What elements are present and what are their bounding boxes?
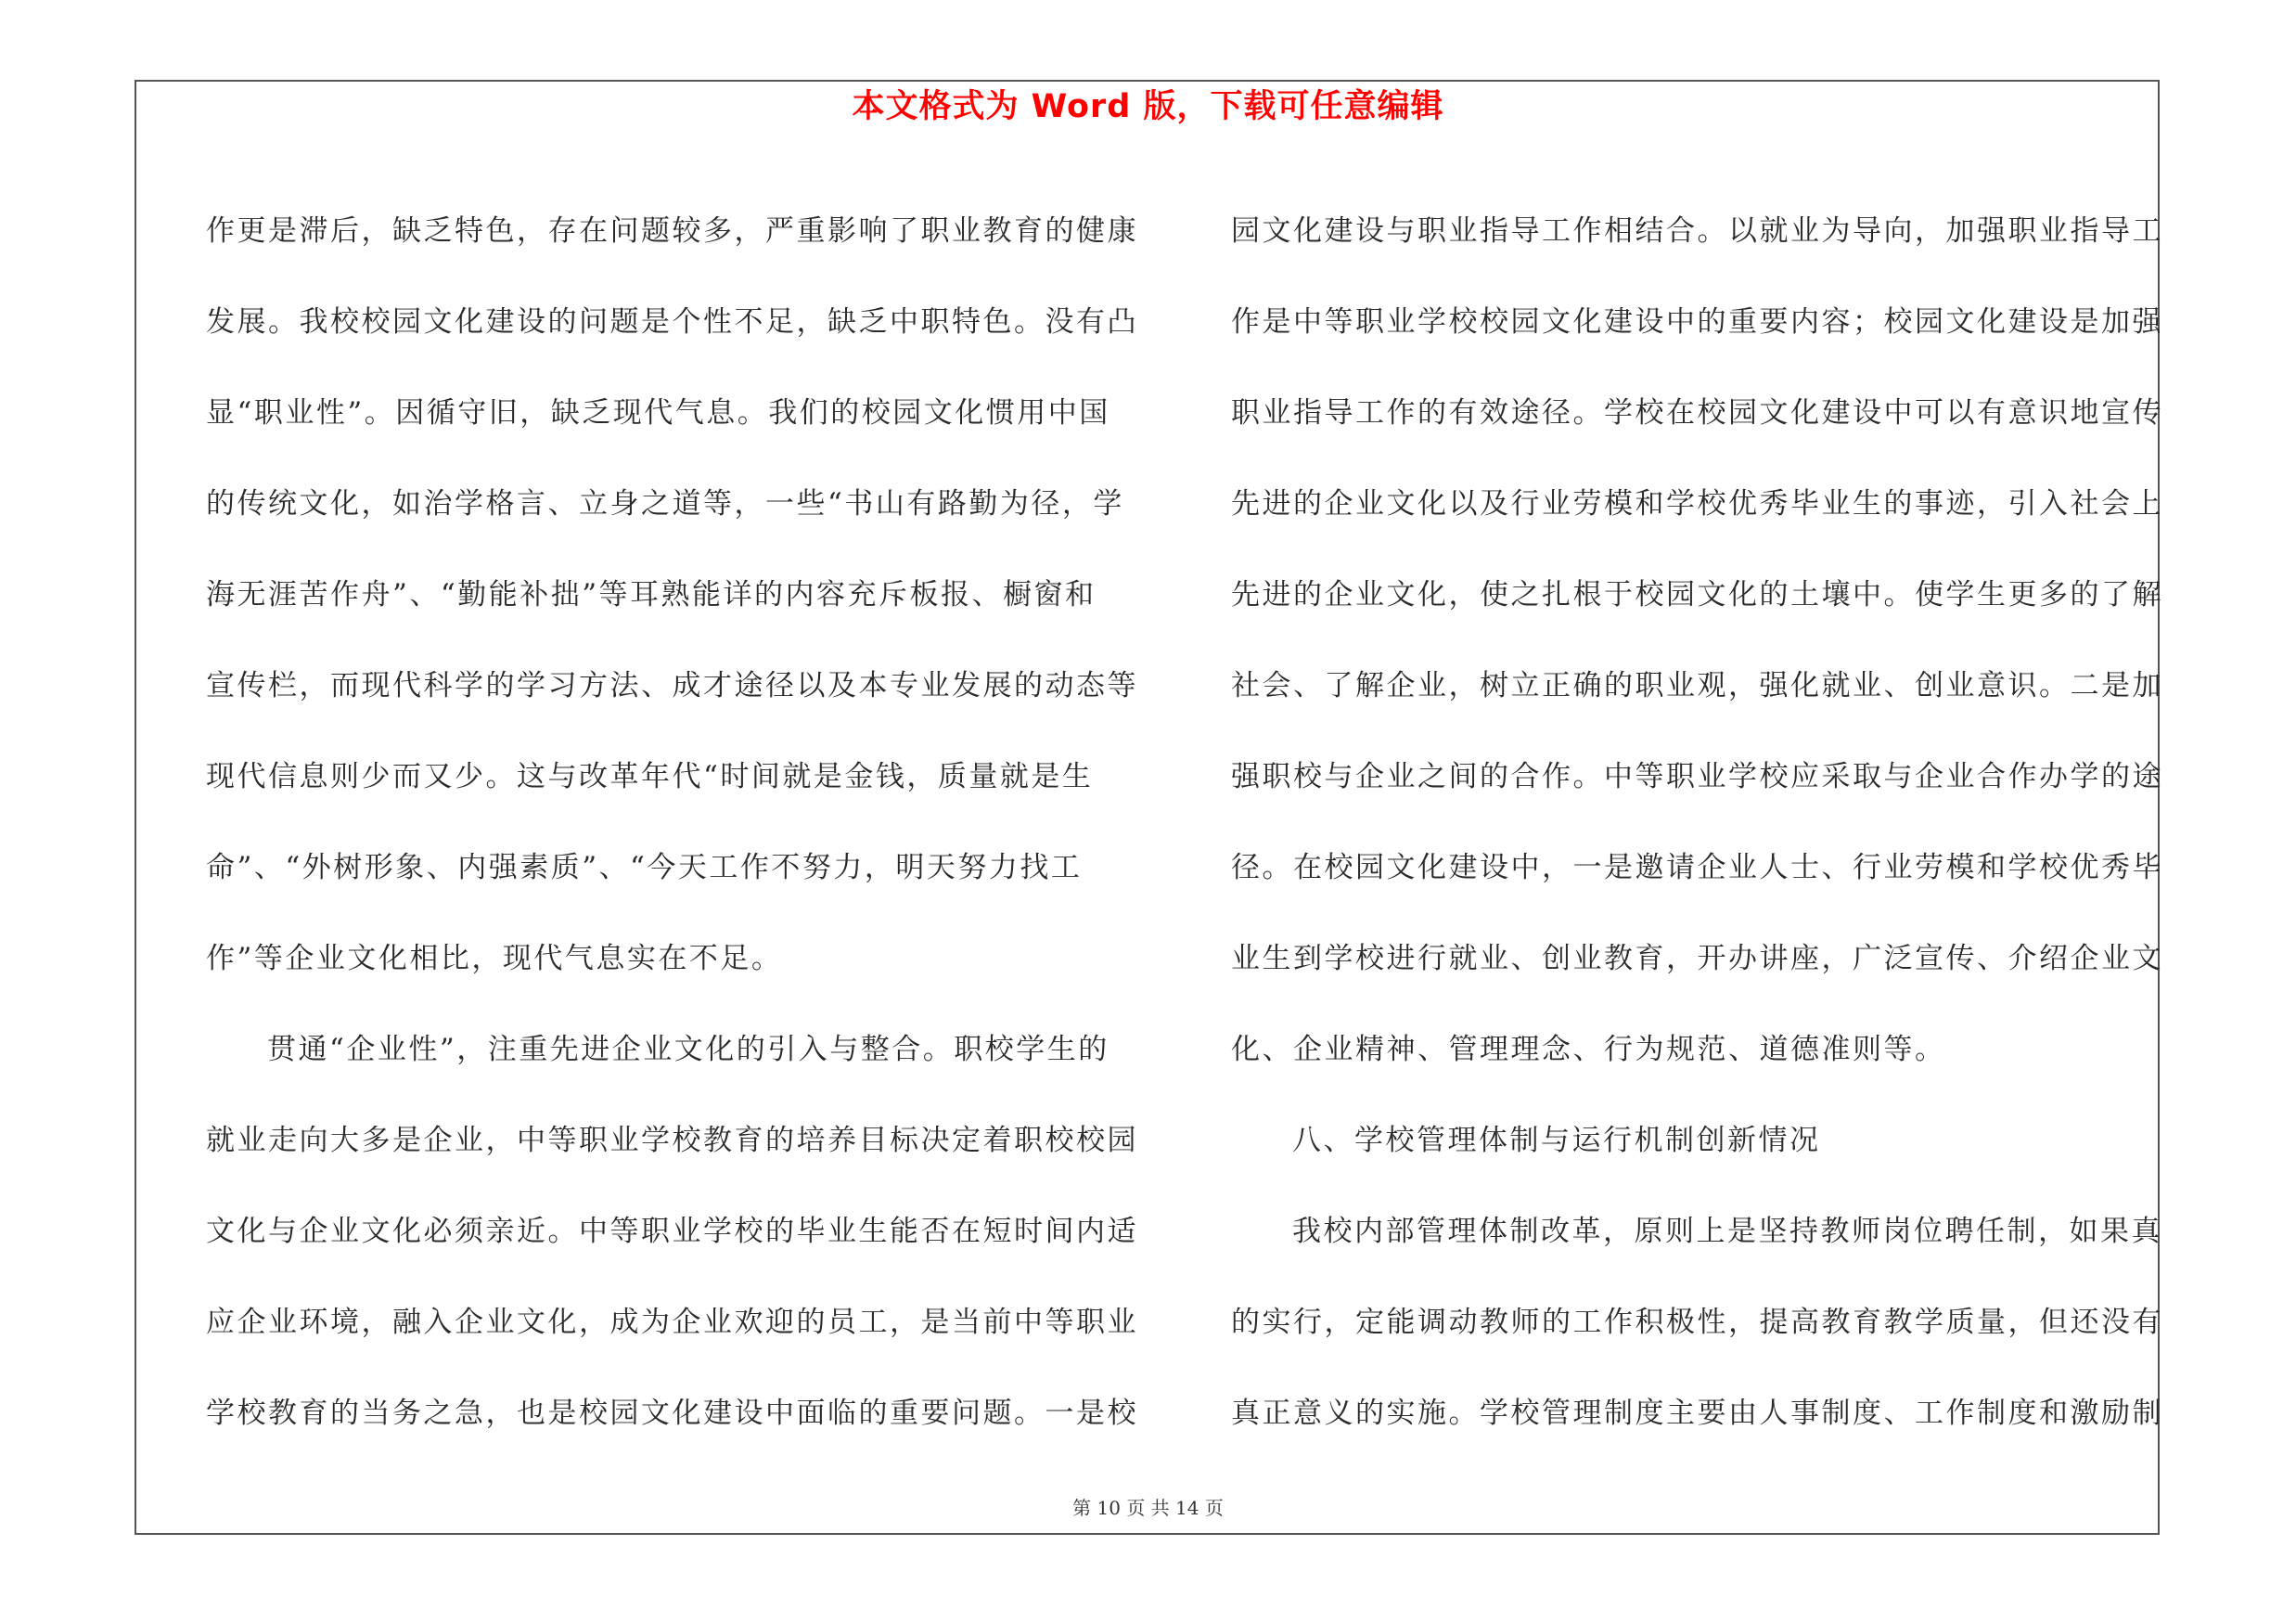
text-line: 应企业环境，融入企业文化，成为企业欢迎的员工，是当前中等职业 [206,1306,1138,1339]
text-line: 就业走向大多是企业，中等职业学校教育的培养目标决定着职校校园 [206,1124,1138,1157]
text-line: 作更是滞后，缺乏特色，存在问题较多，严重影响了职业教育的健康 [206,214,1138,248]
format-banner: 本文格式为 Word 版，下载可任意编辑 [852,88,1444,125]
text-line: 的实行，定能调动教师的工作积极性，提高教育教学质量，但还没有 [1231,1306,2163,1339]
text-line: 社会、了解企业，树立正确的职业观，强化就业、创业意识。二是加 [1231,669,2163,702]
text-line: 作是中等职业学校校园文化建设中的重要内容；校园文化建设是加强 [1231,305,2163,339]
text-line: 真正意义的实施。学校管理制度主要由人事制度、工作制度和激励制 [1231,1397,2163,1430]
text-line: 现代信息则少而又少。这与改革年代“时间就是金钱，质量就是生 [206,760,1094,793]
text-line: 海无涯苦作舟”、“勤能补拙”等耳熟能详的内容充斥板报、橱窗和 [206,578,1097,612]
text-line: 强职校与企业之间的合作。中等职业学校应采取与企业合作办学的途 [1231,760,2163,793]
text-line: 显“职业性”。因循守旧，缺乏现代气息。我们的校园文化惯用中国 [206,396,1110,430]
right-column [1231,186,2163,1459]
page-number: 第 10 页 共 14 页 [1072,1497,1224,1519]
text-line: 命”、“外树形象、内强素质”、“今天工作不努力，明天努力找工 [206,851,1083,884]
text-line: 的传统文化，如治学格言、立身之道等，一些“书山有路勤为径，学 [206,487,1124,521]
text-line: 先进的企业文化，使之扎根于校园文化的土壤中。使学生更多的了解 [1231,578,2163,612]
text-line: 化、企业精神、管理理念、行为规范、道德准则等。 [1231,1033,1946,1066]
text-line: 发展。我校校园文化建设的问题是个性不足，缺乏中职特色。没有凸 [206,305,1138,339]
paragraph-start-line: 我校内部管理体制改革，原则上是坚持教师岗位聘任制，如果真 [1292,1215,2162,1248]
text-line: 宣传栏，而现代科学的学习方法、成才途径以及本专业发展的动态等 [206,669,1138,702]
text-line: 职业指导工作的有效途径。学校在校园文化建设中可以有意识地宣传 [1231,396,2163,430]
left-column [206,186,1138,1459]
text-line: 园文化建设与职业指导工作相结合。以就业为导向，加强职业指导工 [1231,214,2163,248]
text-line: 作”等企业文化相比，现代气息实在不足。 [206,942,783,975]
text-line: 先进的企业文化以及行业劳模和学校优秀毕业生的事迹，引入社会上 [1231,487,2163,521]
text-line: 文化与企业文化必须亲近。中等职业学校的毕业生能否在短时间内适 [206,1215,1138,1248]
text-line: 学校教育的当务之急，也是校园文化建设中面临的重要问题。一是校 [206,1397,1138,1430]
section-heading: 八、学校管理体制与运行机制创新情况 [1292,1124,1821,1157]
text-line: 业生到学校进行就业、创业教育，开办讲座，广泛宣传、介绍企业文 [1231,942,2163,975]
paragraph-start-line: 贯通“企业性”，注重先进企业文化的引入与整合。职校学生的 [267,1033,1110,1066]
text-line: 径。在校园文化建设中，一是邀请企业人士、行业劳模和学校优秀毕 [1231,851,2163,884]
